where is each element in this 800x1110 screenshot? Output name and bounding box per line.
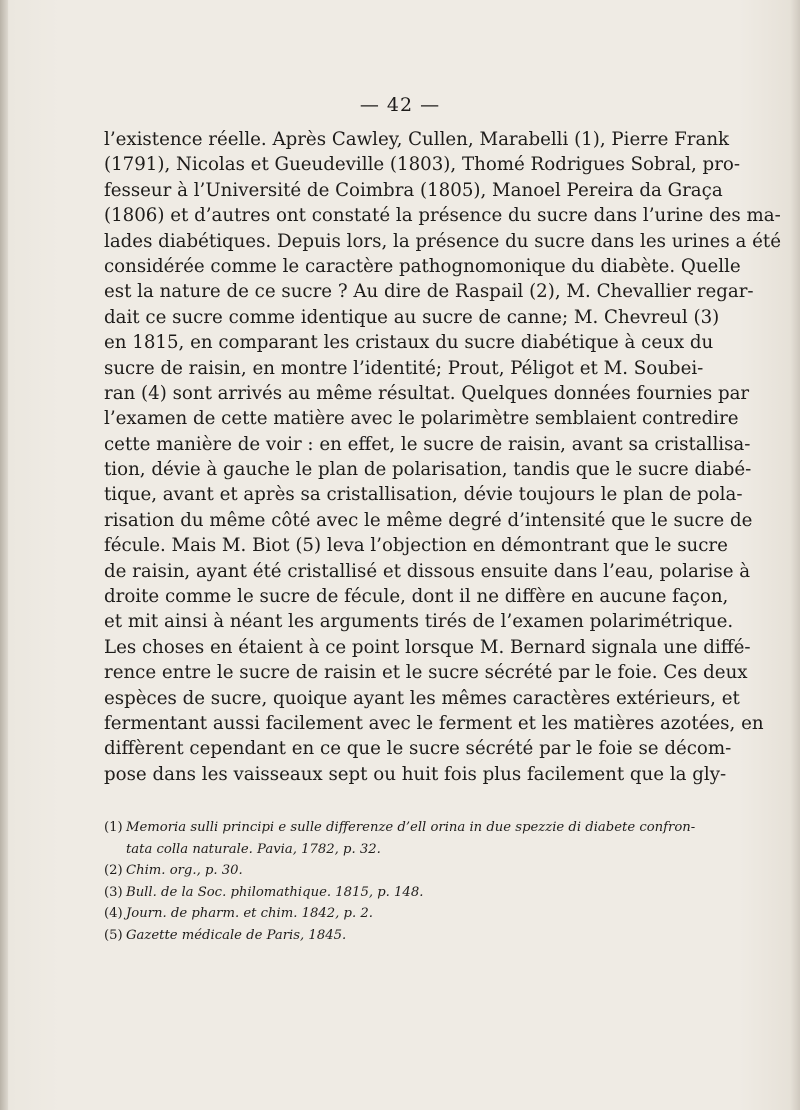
- footnote: [104, 817, 696, 839]
- text-line: droite comme le sucre de fécule, dont il ne diffère en aucune façon,: [104, 586, 729, 608]
- footnote-text: Bull. de la Soc. philomathique. 1815, p. 148.: [126, 884, 424, 900]
- text-line: est la nature de ce sucre ? Au dire de Raspail (2), M. Chevallier regar-: [104, 281, 754, 303]
- footnote-number: (2): [104, 863, 123, 879]
- text-line: fécule. Mais M. Biot (5) leva l’objection en démontrant que le sucre: [104, 535, 728, 557]
- footnote-text: Journ. de pharm. et chim. 1842, p. 2.: [126, 906, 373, 922]
- page-number: — 42 —: [359, 94, 441, 116]
- footnote-text: Chim. org., p. 30.: [126, 863, 243, 879]
- footnote: [104, 925, 678, 947]
- text-line: pose dans les vaisseaux sept ou huit fois plus facilement que la gly-: [104, 763, 727, 785]
- text-line: l’existence réelle. Après Cawley, Cullen, Marabelli (1), Pierre Frank: [104, 129, 730, 150]
- page-binding-edge: [0, 0, 8, 1110]
- text-line: rence entre le sucre de raisin et le sucre sécrété par le foie. Ces deux: [104, 662, 748, 684]
- footnote: [104, 882, 678, 904]
- text-line: (1791), Nicolas et Gueudeville (1803), Thomé Rodrigues Sobral, pro-: [104, 154, 740, 176]
- text-line: (1806) et d’autres ont constaté la présence du sucre dans l’urine des ma-: [104, 205, 781, 227]
- footnote-text: Gazette médicale de Paris, 1845.: [126, 927, 347, 943]
- text-line: considérée comme le caractère pathognomonique du diabète. Quelle: [104, 255, 741, 277]
- footnote-number: (1): [104, 820, 123, 835]
- footnote-text: tata colla naturale. Pavia, 1782, p. 32.: [126, 841, 381, 857]
- footnote-number: (3): [104, 884, 123, 900]
- text-line: diffèrent cependant en ce que le sucre sécrété par le foie se décom-: [104, 738, 732, 760]
- text-line: de raisin, ayant été cristallisé et dissous ensuite dans l’eau, polarise à: [104, 560, 751, 582]
- footnote: [104, 839, 678, 861]
- text-line: sucre de raisin, en montre l’identité; Prout, Péligot et M. Soubei-: [104, 357, 704, 379]
- text-line: en 1815, en comparant les cristaux du sucre diabétique à ceux du: [104, 332, 714, 354]
- footnote-text: Memoria sulli principi e sulle differenze d’ell orina in due spezzie di diabete confron-: [126, 820, 696, 835]
- text-line: cette manière de voir : en effet, le sucre de raisin, avant sa cristallisa-: [104, 433, 751, 455]
- footnote-number: (4): [104, 906, 123, 922]
- text-line: et mit ainsi à néant les arguments tirés de l’examen polarimétrique.: [104, 611, 734, 633]
- footnote: [104, 860, 678, 882]
- body-text: [104, 127, 781, 787]
- text-line: tion, dévie à gauche le plan de polarisation, tandis que le sucre diabé-: [104, 459, 752, 481]
- text-line: ran (4) sont arrivés au même résultat. Quelques données fournies par: [104, 382, 750, 404]
- footnote: [104, 903, 678, 925]
- footnotes: [104, 817, 696, 947]
- text-line: espèces de sucre, quoique ayant les mêmes caractères extérieurs, et: [104, 687, 740, 709]
- text-line: tique, avant et après sa cristallisation, dévie toujours le plan de pola-: [104, 484, 743, 506]
- text-line: risation du même côté avec le même degré d’intensité que le sucre de: [104, 509, 753, 531]
- text-line: l’examen de cette matière avec le polarimètre semblaient contredire: [104, 408, 739, 430]
- text-line: lades diabétiques. Depuis lors, la présence du sucre dans les urines a été: [104, 230, 781, 252]
- text-line: dait ce sucre comme identique au sucre de canne; M. Chevreul (3): [104, 306, 720, 328]
- text-line: fermentant aussi facilement avec le ferment et les matières azotées, en: [104, 712, 764, 734]
- footnote-number: (5): [104, 927, 123, 943]
- text-line: fesseur à l’Université de Coimbra (1805), Manoel Pereira da Graça: [104, 179, 723, 201]
- text-line: Les choses en étaient à ce point lorsque M. Bernard signala une diffé-: [104, 636, 751, 658]
